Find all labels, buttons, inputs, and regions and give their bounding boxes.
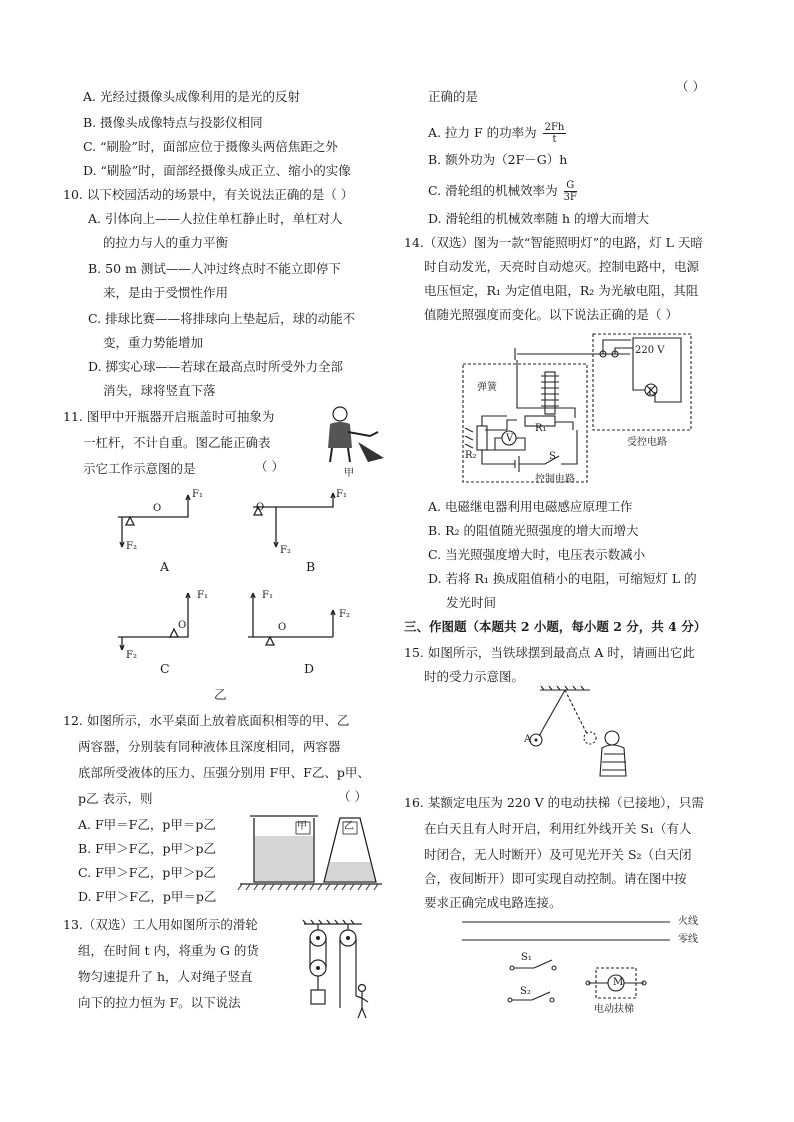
q13-fraction-c <box>564 180 577 203</box>
q11-pivot-b: O <box>256 502 265 513</box>
q11-f1-b: F₁ <box>336 489 347 500</box>
q10-line-3: B. 50 m 测试——人冲过终点时不能立即停下 <box>88 261 341 276</box>
q14-fig-r1: R₁ <box>535 423 547 434</box>
q14-fig-r2: R₂ <box>465 450 477 461</box>
q11-line-1: 11. 图甲中开瓶器开启瓶盖时可抽象为 <box>63 409 275 424</box>
q14-option-d-cont: 发光时间 <box>446 595 497 610</box>
q11-line-3: 示它工作示意图的是 <box>83 461 196 476</box>
q14-line-4: 值随光照强度而变化。以下说法正确的是（ ） <box>424 307 678 322</box>
q12-line-4: p乙 表示，则 <box>78 791 153 806</box>
q16-switch-s1: S₁ <box>521 952 532 963</box>
q9-option-b: B. 摄像头成像特点与投影仪相同 <box>83 115 263 130</box>
q16-neutral-line: 零线 <box>678 934 698 945</box>
q16-circuit-figure <box>458 912 674 1016</box>
q14-fig-switch: S <box>549 451 556 462</box>
q11-pivot-c: O <box>178 620 187 631</box>
q14-fig-controlled: 受控电路 <box>627 437 667 448</box>
q11-pivot-a: O <box>153 503 162 514</box>
q12-option-d: D. F甲＞F乙，p甲＝p乙 <box>78 889 217 904</box>
q12-label-jia: 甲 <box>297 821 307 832</box>
q14-line-1: 14.（双选）图为一款“智能照明灯”的电路，灯 L 天暗 <box>404 235 703 250</box>
q13-pulley-figure <box>302 918 388 1022</box>
q15-label-a: A <box>524 734 532 745</box>
q16-fire-line: 火线 <box>678 916 698 927</box>
q16-line-4: 合，夜间断开）即可实现自动控制。请在图中按 <box>424 871 687 886</box>
q9-option-a: A. 光经过摄像头成像利用的是光的反射 <box>83 89 300 104</box>
q16-motor-label: 电动扶梯 <box>594 1004 634 1015</box>
q13-option-c <box>428 180 577 203</box>
q14-fig-voltmeter: V <box>506 433 514 444</box>
q11-f1-c: F₁ <box>197 590 208 601</box>
q11-f1-a: F₁ <box>192 489 203 500</box>
q14-fig-lamp: L <box>648 387 655 398</box>
q14-line-2: 时自动发光，天亮时自动熄灭。控制电路中，电源 <box>424 259 700 274</box>
q12-line-3: 底部所受液体的压力、压强分别用 F甲、F乙、p甲、 <box>78 765 370 780</box>
q12-option-b: B. F甲＞F乙，p甲＞p乙 <box>78 841 216 856</box>
q11-f2-a: F₂ <box>126 541 137 552</box>
q14-fig-control: 控制电路 <box>535 474 575 485</box>
q10-line-8: 消失，球将竖直下落 <box>103 383 216 398</box>
q14-option-a: A. 电磁继电器利用电磁感应原理工作 <box>428 499 633 514</box>
q12-line-2: 两容器，分别装有同种液体且深度相同，两容器 <box>78 739 341 754</box>
q14-option-c: C. 当光照强度增大时，电压表示数减小 <box>428 547 646 562</box>
q16-switch-s2: S₂ <box>520 986 531 997</box>
q11-answer-paren: （ ） <box>255 459 284 474</box>
q11-f2-c: F₂ <box>126 650 137 661</box>
q11-f1-d: F₁ <box>262 590 273 601</box>
section-3-heading: 三、作图题（本题共 2 小题，每小题 2 分，共 4 分） <box>404 619 707 634</box>
q11-option-label-d: D <box>304 661 315 676</box>
q11-option-label-c: C <box>160 661 170 676</box>
q10-line-6: 变，重力势能增加 <box>103 335 204 350</box>
q16-line-5: 要求正确完成电路连接。 <box>424 895 562 910</box>
q13-answer-paren: （ ） <box>676 79 705 94</box>
q10-line-7: D. 掷实心球——若球在最高点时所受外力全部 <box>88 359 344 374</box>
q11-f2-b: F₂ <box>280 545 291 556</box>
q13-option-a <box>428 122 566 145</box>
q14-line-3: 电压恒定，R₁ 为定值电阻，R₂ 为光敏电阻，其阻 <box>424 283 699 298</box>
q10-line-5: C. 排球比赛——将排球向上垫起后，球的动能不 <box>88 311 356 326</box>
q13-cont-line: 正确的是 <box>428 89 479 104</box>
q9-option-d: D. “刷脸”时，面部经摄像头成正立、缩小的实像 <box>83 163 351 178</box>
q13-line-3: 物匀速提升了 h，人对绳子竖直 <box>78 969 253 984</box>
q16-line-1: 16. 某额定电压为 220 V 的电动扶梯（已接地），只需 <box>404 795 704 810</box>
q13-line-1: 13.（双选）工人用如图所示的滑轮 <box>63 917 258 932</box>
q13-fraction-a-num: 2Fh <box>544 122 565 133</box>
q13-option-c-text: C. 滑轮组的机械效率为 <box>428 183 558 198</box>
q12-containers-figure <box>236 810 386 892</box>
q16-line-3: 时闭合，无人时断开）及可见光开关 S₂（白天闭 <box>424 847 692 862</box>
q11-pivot-d: O <box>278 622 287 633</box>
q13-fraction-c-num: G <box>564 180 577 192</box>
q11-option-label-b: B <box>306 559 316 574</box>
q14-circuit-figure <box>455 330 705 490</box>
q16-motor: M <box>613 977 624 988</box>
q10-line-2: 的拉力与人的重力平衡 <box>103 235 229 250</box>
q12-option-a: A. F甲＝F乙，p甲＝p乙 <box>78 817 216 832</box>
q11-fig-jia: 甲 <box>344 468 354 479</box>
q12-option-c: C. F甲＞F乙，p甲＞p乙 <box>78 865 216 880</box>
q13-option-b: B. 额外功为（2F－G）h <box>428 152 568 167</box>
q14-option-b: B. R₂ 的阻值随光照强度的增大而增大 <box>428 523 639 538</box>
q15-line-1: 15. 如图所示，当铁球摆到最高点 A 时，请画出它此 <box>404 645 695 660</box>
q13-line-2: 组，在时间 t 内，将重为 G 的货 <box>78 943 259 958</box>
q10-line-1: A. 引体向上——人拉住单杠静止时，单杠对人 <box>88 211 343 226</box>
q15-line-2: 时的受力示意图。 <box>424 669 525 684</box>
q11-lever-diagrams <box>108 485 368 675</box>
q13-fraction-a-den: t <box>552 134 557 145</box>
q12-label-yi: 乙 <box>344 821 354 832</box>
q13-fraction-c-den: 3F <box>563 192 577 203</box>
q14-fig-voltage: 220 V <box>635 345 665 356</box>
q14-option-d: D. 若将 R₁ 换成阻值稍小的电阻，可缩短灯 L 的 <box>428 571 697 586</box>
q13-option-a-text: A. 拉力 F 的功率为 <box>428 125 537 140</box>
q11-fig-yi: 乙 <box>214 687 227 702</box>
q11-option-label-a: A <box>160 559 170 574</box>
q13-line-4: 向下的拉力恒为 F。以下说法 <box>78 995 241 1010</box>
q16-line-2: 在白天且有人时开启，利用红外线开关 S₁（有人 <box>424 821 692 836</box>
q12-line-1: 12. 如图所示，水平桌面上放着底面积相等的甲、乙 <box>63 713 350 728</box>
q10-line-4: 来，是由于受惯性作用 <box>103 285 229 300</box>
q11-line-2: 一杠杆，不计自重。图乙能正确表 <box>83 435 271 450</box>
q12-answer-paren: （ ） <box>338 789 367 804</box>
q14-fig-spring: 弹簧 <box>477 382 497 393</box>
q13-fraction-a <box>543 122 567 145</box>
q9-option-c: C. “刷脸”时，面部应位于摄像头两倍焦距之外 <box>83 139 338 154</box>
q11-f2-d: F₂ <box>339 609 350 620</box>
q10-stem: 10. 以下校园活动的场景中，有关说法正确的是（ ） <box>63 187 354 202</box>
q13-option-d: D. 滑轮组的机械效率随 h 的增大而增大 <box>428 211 650 226</box>
